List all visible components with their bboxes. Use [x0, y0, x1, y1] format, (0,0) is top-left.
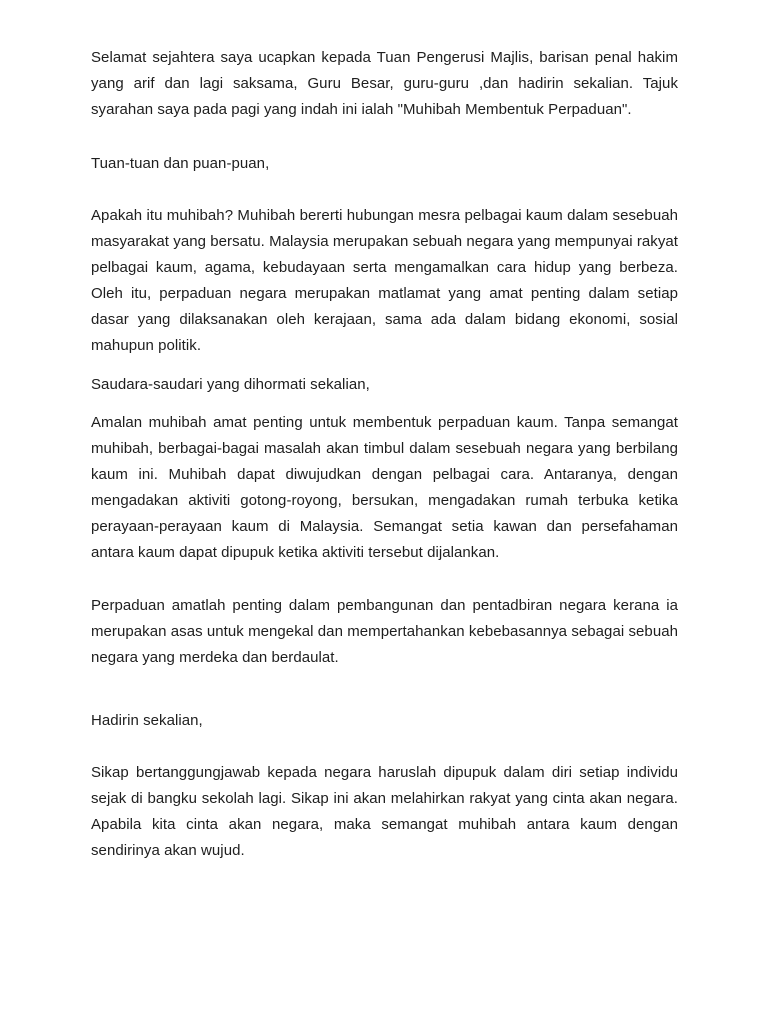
paragraph-definition-muhibah: Apakah itu muhibah? Muhibah bererti hubungan mesra pelbagai kaum dalam sesebuah masyarakat yang bersatu. Malaysia merupakan sebuah negara yang mempunyai rakyat pelbagai kaum, agama, kebudayaan serta mengamalkan cara hidup yang berbeza. Oleh itu, perpaduan negara merupakan matlamat yang amat penting dalam setiap dasar yang dilaksanakan oleh kerajaan, sama ada dalam bidang ekonomi, sosial mahupun politik.: [91, 207, 678, 354]
salutation-saudara-saudari: Saudara-saudari yang dihormati sekalian,: [91, 376, 370, 393]
salutation-tuan-tuan: Tuan-tuan dan puan-puan,: [91, 155, 270, 172]
paragraph-opening-greeting: Selamat sejahtera saya ucapkan kepada Tuan Pengerusi Majlis, barisan penal hakim yang arif dan lagi saksama, Guru Besar, guru-guru ,dan hadirin sekalian. Tajuk syarahan saya pada pagi yang indah ini ialah "Muhibah Membentuk Perpaduan".: [91, 49, 678, 118]
paragraph-perpaduan: Perpaduan amatlah penting dalam pembangunan dan pentadbiran negara kerana ia merupakan asas untuk mengekal dan mempertahankan kebebasannya sebagai sebuah negara yang merdeka dan berdaulat.: [91, 597, 678, 666]
paragraph-amalan-muhibah: Amalan muhibah amat penting untuk membentuk perpaduan kaum. Tanpa semangat muhibah, berbagai-bagai masalah akan timbul dalam sesebuah negara yang berbilang kaum ini. Muhibah dapat diwujudkan dengan pelbagai cara. Antaranya, dengan mengadakan aktiviti gotong-royong, bersukan, mengadakan rumah terbuka ketika perayaan-perayaan kaum di Malaysia. Semangat setia kawan dan persefahaman antara kaum dapat dipupuk ketika aktiviti tersebut dijalankan.: [91, 414, 678, 561]
salutation-hadirin: Hadirin sekalian,: [91, 712, 203, 729]
paragraph-sikap-bertanggungjawab: Sikap bertanggungjawab kepada negara haruslah dipupuk dalam diri setiap individu sejak di bangku sekolah lagi. Sikap ini akan melahirkan rakyat yang cinta akan negara. Apabila kita cinta akan negara, maka semangat muhibah antara kaum dengan sendirinya akan wujud.: [91, 764, 678, 859]
